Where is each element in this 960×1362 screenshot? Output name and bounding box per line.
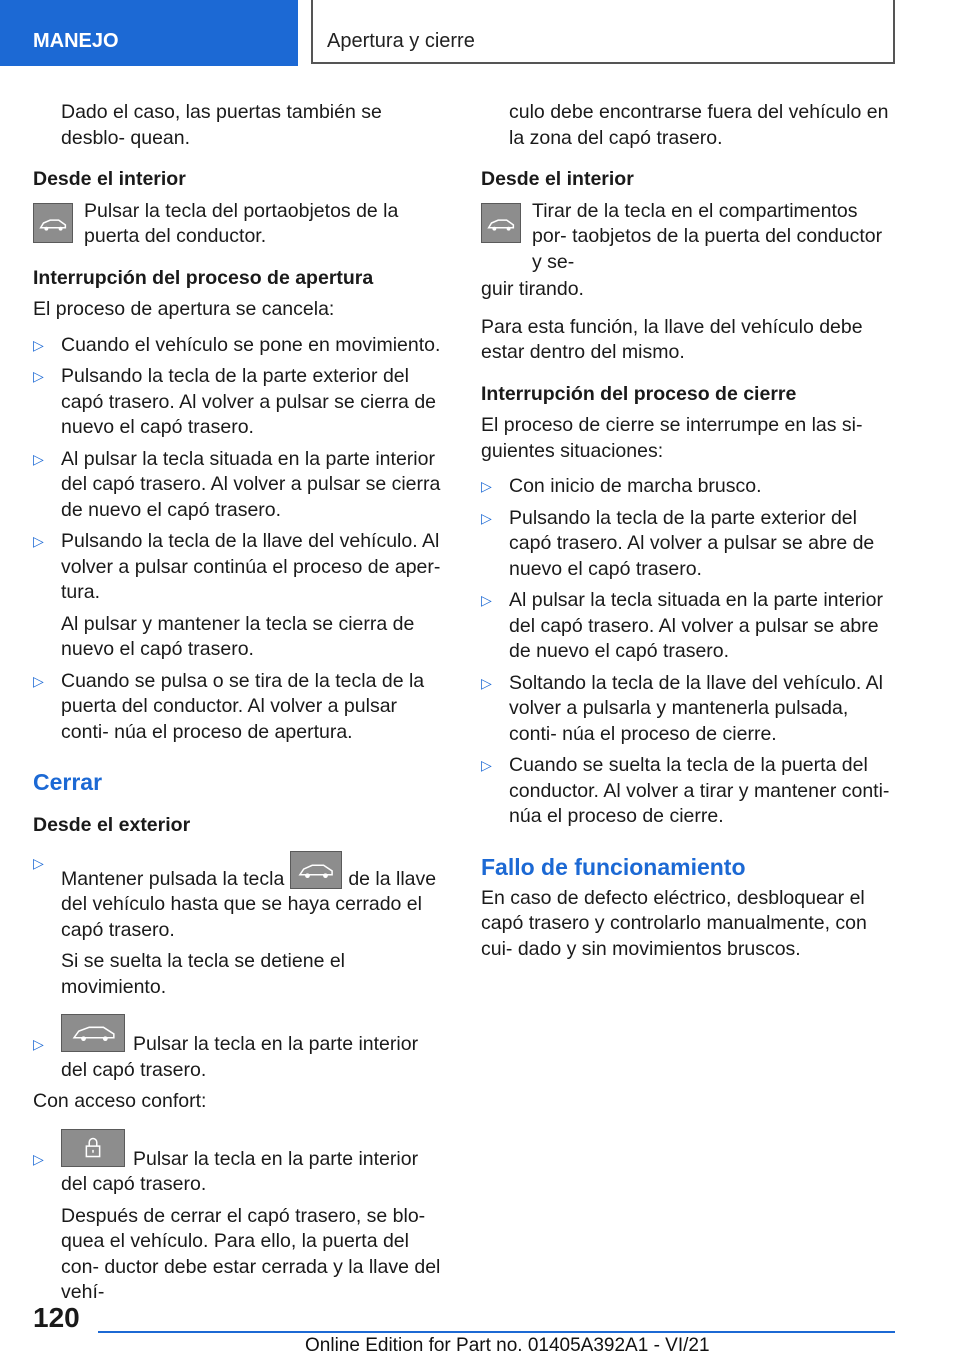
list-item-text: Pulsando la tecla de la parte exterior del capó trasero. Al volver a pulsar se cierra de nuevo el capó trasero. bbox=[61, 365, 437, 438]
chapter-tab: MANEJO bbox=[0, 0, 298, 66]
list-item-subtext: Al pulsar y mantener la tecla se cierra de nuevo el capó trasero. bbox=[61, 612, 415, 660]
inside-text: Pulsar la tecla del portaobjetos de la puerta del conductor. bbox=[84, 199, 399, 247]
triangle-bullet-icon: ▷ bbox=[481, 478, 492, 494]
interrupt-close-intro: El proceso de cierre se interrumpe en las si- guientes situaciones: bbox=[481, 414, 863, 462]
list-item-text: Pulsar la tecla en la parte interior del capó trasero. bbox=[61, 1129, 447, 1198]
list-item bbox=[481, 753, 895, 830]
triangle-bullet-icon: ▷ bbox=[481, 592, 492, 608]
triangle-bullet-icon: ▷ bbox=[33, 450, 44, 467]
heading-interrupt-close: Interrupción del proceso de cierre bbox=[481, 382, 797, 405]
inside-text: Tirar de la tecla en el compartimentos por- taobjetos de la puerta del conductor y se- bbox=[532, 199, 883, 273]
interrupt-open-intro: El proceso de apertura se cancela: bbox=[33, 298, 335, 320]
triangle-bullet-icon: ▷ bbox=[33, 672, 44, 689]
car-tailgate-icon bbox=[33, 203, 73, 243]
triangle-bullet-icon: ▷ bbox=[33, 336, 44, 353]
list-item-text: Pulsando la tecla de la llave del vehículo. Al volver a pulsar continúa el proceso de aper- tura. bbox=[61, 530, 441, 603]
lock-icon bbox=[61, 1129, 125, 1167]
heading-inside: Desde el interior bbox=[481, 168, 634, 190]
list-item bbox=[33, 1129, 447, 1306]
list-item-text: Al pulsar la tecla situada en la parte interior del capó trasero. Al volver a pulsar se cierra de nuevo el capó trasero. bbox=[61, 447, 441, 521]
comfort-access-label: Con acceso confort: bbox=[33, 1090, 207, 1112]
list-item-text: Pulsar la tecla en la parte interior del capó trasero. bbox=[61, 1014, 447, 1083]
section-title: Apertura y cierre bbox=[311, 0, 895, 64]
list-item bbox=[33, 851, 447, 1001]
list-item-text: Cuando se suelta la tecla de la puerta del conductor. Al volver a tirar y mantener conti- núa el proceso de cierre. bbox=[509, 754, 890, 827]
triangle-bullet-icon: ▷ bbox=[481, 509, 492, 526]
key-note: Para esta función, la llave del vehículo debe estar dentro del mismo. bbox=[481, 315, 863, 363]
car-tailgate-icon bbox=[61, 1014, 125, 1052]
heading-malfunction: Fallo de funcionamiento bbox=[481, 853, 746, 880]
list-item-text: Cuando el vehículo se pone en movimiento. bbox=[61, 333, 441, 356]
triangle-bullet-icon: ▷ bbox=[33, 1036, 44, 1052]
list-item bbox=[481, 506, 895, 583]
car-tailgate-icon bbox=[481, 203, 521, 243]
continued-paragraph: culo debe encontrarse fuera del vehículo en la zona del capó trasero. bbox=[509, 101, 889, 149]
list-item-text: Soltando la tecla de la llave del vehículo. Al volver a pulsarla y mantenerla pulsada, conti- núa el proceso de cierre. bbox=[509, 671, 883, 745]
list-item bbox=[33, 364, 447, 441]
triangle-bullet-icon: ▷ bbox=[33, 368, 44, 384]
triangle-bullet-icon: ▷ bbox=[33, 533, 44, 549]
list-item-subtext: Si se suelta la tecla se detiene el movimiento. bbox=[61, 950, 346, 998]
malfunction-text: En caso de defecto eléctrico, desbloquear el capó trasero y controlarlo manualmente, con cui- dado y sin movimientos bruscos. bbox=[481, 886, 867, 960]
right-column bbox=[481, 100, 895, 972]
list-item-text: Al pulsar la tecla situada en la parte interior del capó trasero. Al volver a pulsar se abre de nuevo el capó trasero. bbox=[509, 589, 883, 662]
list-item bbox=[33, 333, 447, 359]
triangle-bullet-icon: ▷ bbox=[33, 854, 44, 871]
list-item-text: Con inicio de marcha brusco. bbox=[509, 475, 762, 497]
inside-instruction bbox=[33, 199, 447, 250]
left-column bbox=[33, 100, 447, 1312]
list-item-subtext: Después de cerrar el capó trasero, se blo- quea el vehículo. Para ello, la puerta del con- ductor debe estar cerrada y la llave del vehí- bbox=[61, 1204, 441, 1303]
inside-text-continued: guir tirando. bbox=[481, 278, 584, 300]
inside-instruction bbox=[481, 199, 895, 276]
triangle-bullet-icon: ▷ bbox=[481, 674, 492, 691]
page-number: 120 bbox=[33, 1302, 80, 1333]
list-item-text: Cuando se pulsa o se tira de la tecla de la puerta del conductor. Al volver a pulsar conti- núa el proceso de apertura. bbox=[61, 669, 425, 743]
list-item bbox=[33, 1014, 447, 1083]
heading-interrupt-open: Interrupción del proceso de apertura bbox=[33, 266, 374, 289]
list-item bbox=[33, 529, 447, 663]
list-item-text: Mantener pulsada la tecla de la llave del vehículo hasta que se haya cerrado el capó trasero. bbox=[61, 851, 447, 944]
list-item-text: Pulsando la tecla de la parte exterior del capó trasero. Al volver a pulsar se abre de nuevo el capó trasero. bbox=[509, 506, 875, 580]
triangle-bullet-icon: ▷ bbox=[33, 1150, 44, 1167]
triangle-bullet-icon: ▷ bbox=[481, 757, 492, 773]
list-item bbox=[33, 447, 447, 524]
list-item bbox=[481, 474, 895, 500]
page-header bbox=[0, 0, 960, 66]
heading-outside: Desde el exterior bbox=[33, 814, 191, 836]
edition-note: Online Edition for Part no. 01405A392A1 - VI/21 bbox=[305, 1335, 710, 1356]
heading-inside: Desde el interior bbox=[33, 168, 186, 190]
continued-paragraph: Dado el caso, las puertas también se desblo- quean. bbox=[61, 101, 382, 149]
heading-close: Cerrar bbox=[33, 769, 103, 795]
list-item bbox=[33, 669, 447, 746]
car-tailgate-icon bbox=[290, 851, 342, 889]
list-item bbox=[481, 671, 895, 748]
list-item bbox=[481, 588, 895, 665]
